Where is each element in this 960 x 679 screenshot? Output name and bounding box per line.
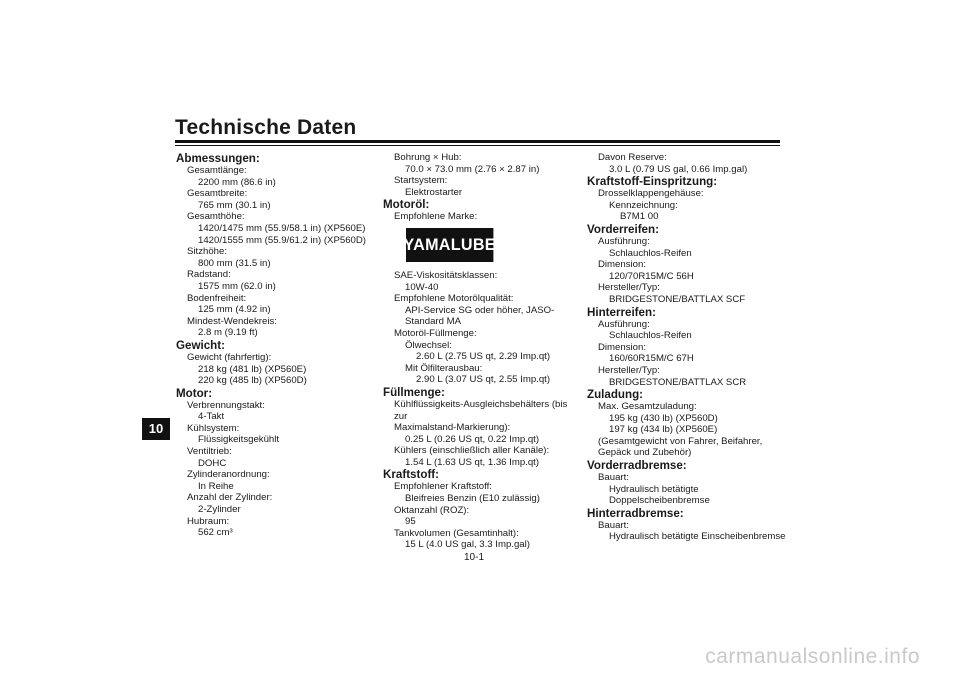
spec-value: 15 L (4.0 US gal, 3.3 Imp.gal)	[405, 539, 530, 551]
spec-label: Drosselklappengehäuse:	[598, 188, 704, 200]
spec-column-3	[587, 152, 787, 543]
section-heading-vorderreifen: Vorderreifen:	[587, 222, 659, 236]
spec-value: Bleifreies Benzin (E10 zulässig)	[405, 493, 540, 505]
spec-label: Mindest-Wendekreis:	[187, 315, 277, 327]
spec-value: 195 kg (430 lb) (XP560D)	[609, 412, 718, 424]
section-heading-gewicht: Gewicht:	[176, 338, 225, 352]
spec-label: Ausführung:	[598, 318, 650, 330]
spec-label: Anzahl der Zylinder:	[187, 492, 273, 504]
spec-note: Gepäck und Zubehör)	[598, 447, 692, 459]
kraftstoff-list	[383, 481, 583, 551]
hinterreifen-list	[587, 319, 787, 389]
gewicht-list	[176, 352, 376, 387]
spec-label: Kühlers (einschließlich aller Kanäle):	[394, 445, 550, 457]
spec-value: DOHC	[198, 457, 227, 469]
spec-value: 218 kg (481 lb) (XP560E)	[198, 363, 307, 375]
spec-label: Bodenfreiheit:	[187, 292, 247, 304]
spec-label: Zylinderanordnung:	[187, 469, 270, 481]
spec-value: 220 kg (485 lb) (XP560D)	[198, 375, 307, 387]
yamalube-logo: YAMALUBE	[406, 228, 493, 262]
watermark: carmanualsonline.info	[705, 645, 920, 668]
section-heading-fuellmenge: Füllmenge:	[383, 385, 445, 399]
spec-value: 70.0 × 73.0 mm (2.76 × 2.87 in)	[405, 163, 540, 175]
spec-value: Hydraulisch betätigte Einscheibenbremse	[609, 531, 786, 543]
spec-value: 1420/1475 mm (55.9/58.1 in) (XP560E)	[198, 222, 366, 234]
spec-label: Verbrennungstakt:	[187, 399, 265, 411]
spec-label: Startsystem:	[394, 175, 448, 187]
spec-value: 10W-40	[405, 281, 439, 293]
spec-label: Gewicht (fahrfertig):	[187, 351, 272, 363]
spec-label: Bauart:	[598, 472, 629, 484]
spec-value: 125 mm (4.92 in)	[198, 304, 271, 316]
abmessungen-list	[176, 165, 376, 339]
spec-label: Kühlflüssigkeits-Ausgleichsbehälters (bis zur	[394, 398, 568, 422]
motor-list	[176, 400, 376, 539]
spec-label: Hubraum:	[187, 515, 230, 527]
spec-value: 4-Takt	[198, 411, 225, 423]
spec-label: Kennzeichnung:	[609, 199, 678, 211]
spec-label: Ölwechsel:	[405, 339, 452, 351]
spec-label: SAE-Viskositätsklassen:	[394, 269, 498, 281]
spec-label: Max. Gesamtzuladung:	[598, 401, 697, 413]
spec-value: 1575 mm (62.0 in)	[198, 280, 276, 292]
spec-value: 120/70R15M/C 56H	[609, 270, 694, 282]
spec-label: Radstand:	[187, 269, 231, 281]
spec-label: Hersteller/Typ:	[598, 364, 660, 376]
spec-label: Dimension:	[598, 341, 646, 353]
spec-value: 2.60 L (2.75 US qt, 2.29 Imp.qt)	[416, 351, 551, 363]
spec-value: Elektrostarter	[405, 186, 463, 198]
spec-value: 3.0 L (0.79 US gal, 0.66 Imp.gal)	[609, 163, 748, 175]
spec-value: 95	[405, 516, 416, 528]
spec-label: Maximalstand-Markierung):	[394, 422, 511, 434]
spec-value: 2200 mm (86.6 in)	[198, 176, 276, 188]
spec-label: Ventiltrieb:	[187, 446, 232, 458]
spec-label: Motoröl-Füllmenge:	[394, 327, 477, 339]
spec-value: BRIDGESTONE/BATTLAX SCF	[609, 293, 746, 305]
spec-value: 160/60R15M/C 67H	[609, 353, 694, 365]
spec-value: 0.25 L (0.26 US qt, 0.22 Imp.qt)	[405, 433, 540, 445]
spec-label: Bohrung × Hub:	[394, 152, 462, 163]
spec-value: 765 mm (30.1 in)	[198, 199, 271, 211]
section-heading-motoroel: Motoröl:	[383, 198, 430, 212]
section-heading-kraftstoff: Kraftstoff:	[383, 468, 440, 482]
spec-label: Empfohlene Motorölqualität:	[394, 293, 514, 305]
spec-value: Hydraulisch betätigte	[609, 483, 699, 495]
spec-label: Mit Ölfilterausbau:	[405, 362, 483, 374]
spec-value: 2-Zylinder	[198, 504, 241, 516]
vorderreifen-list	[587, 236, 787, 306]
spec-value: 1.54 L (1.63 US qt, 1.36 Imp.qt)	[405, 456, 540, 468]
section-heading-motor: Motor:	[176, 386, 213, 400]
spec-label: Davon Reserve:	[598, 152, 667, 163]
spec-label: Ausführung:	[598, 235, 650, 247]
spec-label: Kühlsystem:	[187, 422, 240, 434]
section-heading-hinterradbremse: Hinterradbremse:	[587, 506, 684, 520]
title-rule-thin	[175, 145, 780, 146]
spec-label: Empfohlene Marke:	[394, 211, 478, 223]
spec-label: Oktanzahl (ROZ):	[394, 504, 470, 516]
section-heading-vorderradbremse: Vorderradbremse:	[587, 459, 687, 473]
spec-value: 197 kg (434 lb) (XP560E)	[609, 424, 718, 436]
spec-value: Schlauchlos-Reifen	[609, 330, 692, 342]
spec-value: B7M1 00	[620, 211, 659, 223]
spec-value: Schlauchlos-Reifen	[609, 247, 692, 259]
spec-label: Hersteller/Typ:	[598, 282, 660, 294]
spec-label: Gesamtlänge:	[187, 165, 247, 176]
page-title: Technische Daten	[175, 116, 357, 139]
spec-value: 1420/1555 mm (55.9/61.2 in) (XP560D)	[198, 234, 366, 246]
section-heading-hinterreifen: Hinterreifen:	[587, 305, 656, 319]
spec-value: BRIDGESTONE/BATTLAX SCR	[609, 376, 747, 388]
spec-label: Sitzhöhe:	[187, 246, 228, 258]
spec-value: 2.90 L (3.07 US qt, 2.55 Imp.qt)	[416, 374, 551, 386]
page-number: 10-1	[464, 552, 485, 563]
title-rule-thick	[175, 140, 780, 143]
spec-value: 562 cm³	[198, 527, 233, 539]
spec-value: In Reihe	[198, 480, 234, 492]
section-heading-einspritzung: Kraftstoff-Einspritzung:	[587, 175, 718, 189]
spec-label: Dimension:	[598, 259, 646, 271]
spec-label: Tankvolumen (Gesamtinhalt):	[394, 527, 519, 539]
spec-value: 800 mm (31.5 in)	[198, 257, 271, 269]
section-heading-abmessungen: Abmessungen:	[176, 152, 260, 165]
spec-value: Flüssigkeitsgekühlt	[198, 434, 280, 446]
spec-column-1	[176, 152, 376, 539]
spec-label: Bauart:	[598, 519, 629, 531]
spec-label: Gesamtbreite:	[187, 188, 248, 200]
section-heading-zuladung: Zuladung:	[587, 388, 644, 402]
spec-note: (Gesamtgewicht von Fahrer, Beifahrer,	[598, 435, 763, 447]
spec-value: 2.8 m (9.19 ft)	[198, 327, 258, 339]
spec-label: Gesamthöhe:	[187, 211, 245, 223]
spec-label: Empfohlener Kraftstoff:	[394, 481, 492, 493]
chapter-tab[interactable]: 10	[142, 418, 170, 440]
spec-value: Standard MA	[405, 316, 461, 328]
spec-value: Doppelscheibenbremse	[609, 495, 710, 507]
spec-value: API-Service SG oder höher, JASO-	[405, 304, 555, 316]
spec-column-2	[383, 152, 583, 551]
